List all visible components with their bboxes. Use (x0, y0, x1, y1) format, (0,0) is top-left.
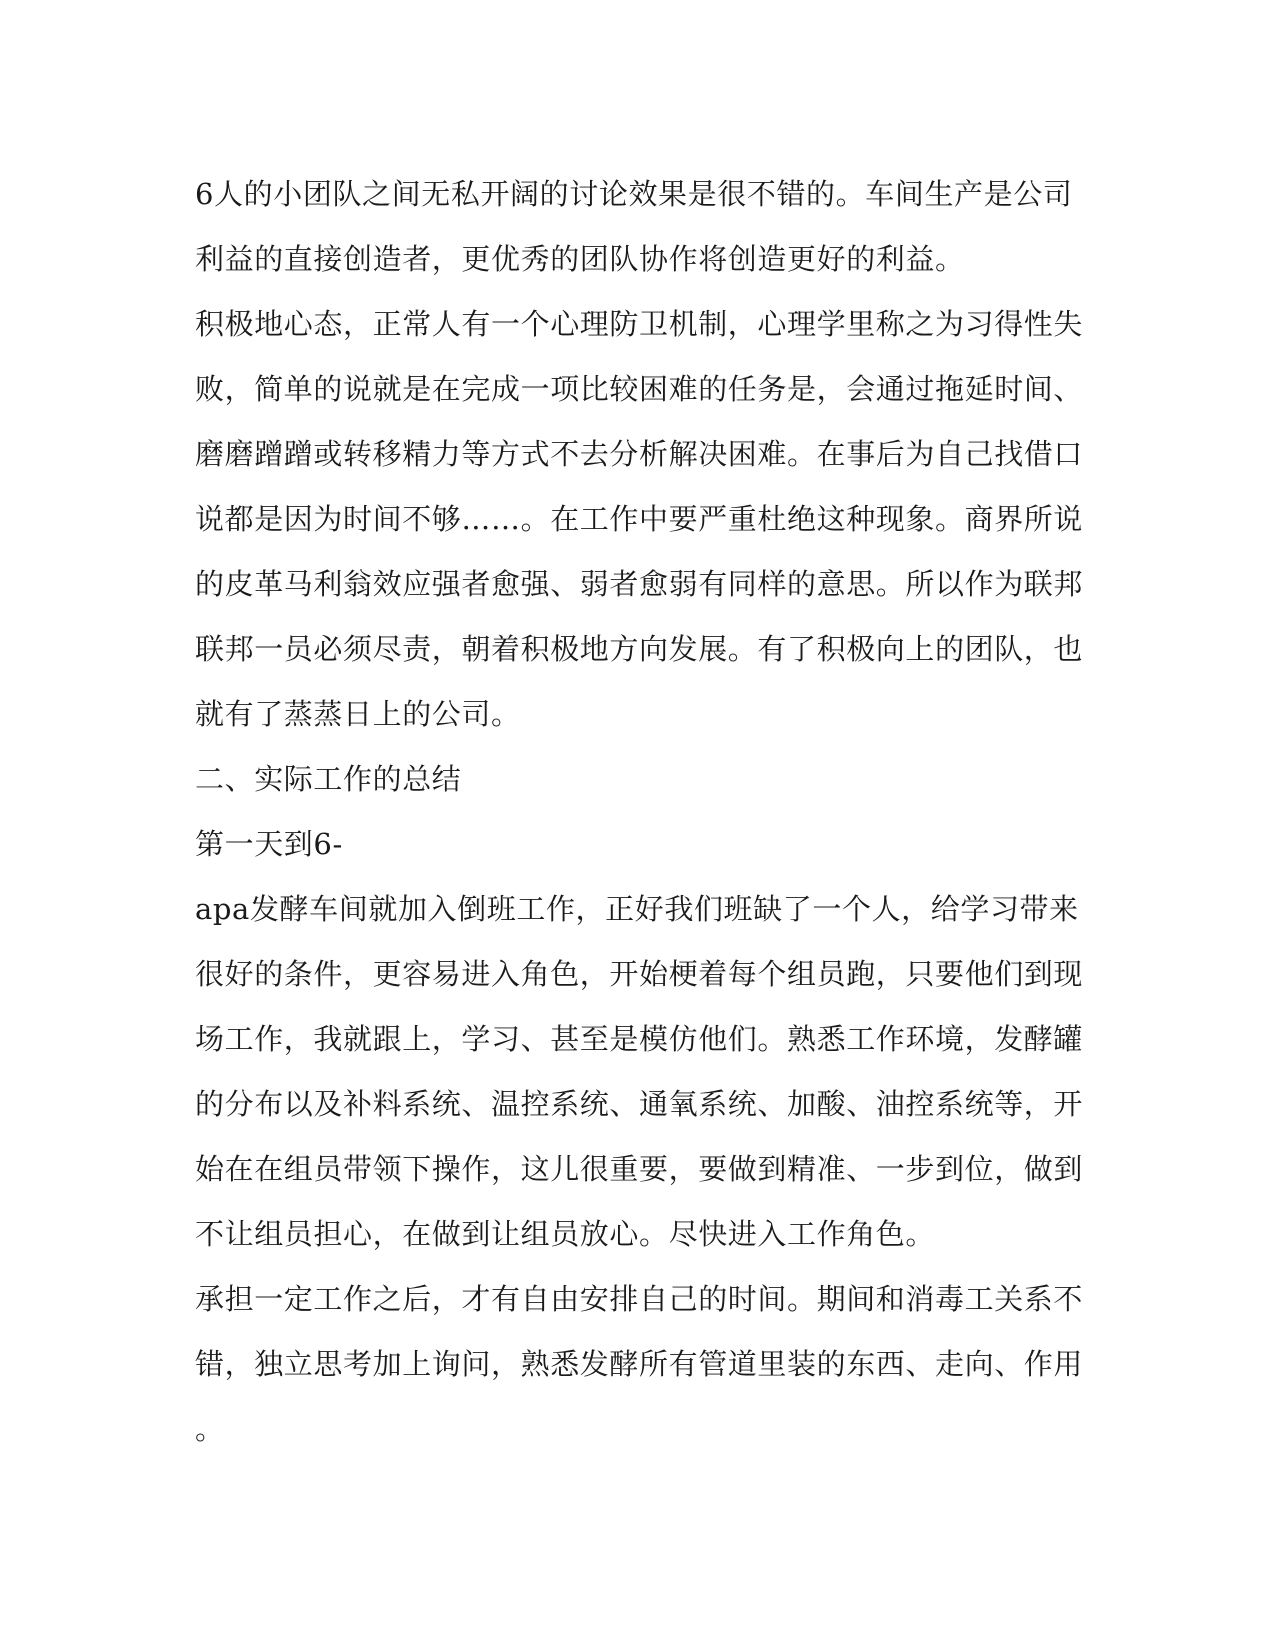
text-line: 很好的条件，更容易进入角色，开始梗着每个组员跑，只要他们到现 (195, 957, 1084, 991)
text-line: 6人的小团队之间无私开阔的讨论效果是很不错的。车间生产是公司 (195, 177, 1073, 211)
document-body (195, 162, 1084, 1462)
text-line: 始在在组员带领下操作，这儿很重要，要做到精准、一步到位，做到 (195, 1152, 1084, 1186)
text-line: 联邦一员必须尽责，朝着积极地方向发展。有了积极向上的团队，也 (195, 632, 1084, 666)
text-line: 。 (195, 1412, 225, 1446)
text-line: 承担一定工作之后，才有自由安排自己的时间。期间和消毒工关系不 (195, 1282, 1084, 1316)
text-line: 错，独立思考加上询问，熟悉发酵所有管道里装的东西、走向、作用 (195, 1347, 1084, 1381)
text-line: 的皮革马利翁效应强者愈强、弱者愈弱有同样的意思。所以作为联邦 (195, 567, 1084, 601)
text-line: 第一天到6- (195, 827, 343, 861)
text-line: apa发酵车间就加入倒班工作，正好我们班缺了一个人，给学习带来 (195, 892, 1079, 926)
text-line: 的分布以及补料系统、温控系统、通氧系统、加酸、油控系统等，开 (195, 1087, 1084, 1121)
text-line: 利益的直接创造者，更优秀的团队协作将创造更好的利益。 (195, 242, 965, 276)
text-line: 场工作，我就跟上，学习、甚至是模仿他们。熟悉工作环境，发酵罐 (195, 1022, 1084, 1056)
section-heading: 二、实际工作的总结 (195, 762, 462, 796)
text-line: 不让组员担心，在做到让组员放心。尽快进入工作角色。 (195, 1217, 936, 1251)
text-line: 积极地心态，正常人有一个心理防卫机制，心理学里称之为习得性失 (195, 307, 1084, 341)
text-line: 磨磨蹭蹭或转移精力等方式不去分析解决困难。在事后为自己找借口 (195, 437, 1084, 471)
text-line: 败，简单的说就是在完成一项比较困难的任务是，会通过拖延时间、 (195, 372, 1084, 406)
text-line: 说都是因为时间不够……。在工作中要严重杜绝这种现象。商界所说 (195, 502, 1084, 536)
text-line: 就有了蒸蒸日上的公司。 (195, 697, 521, 731)
